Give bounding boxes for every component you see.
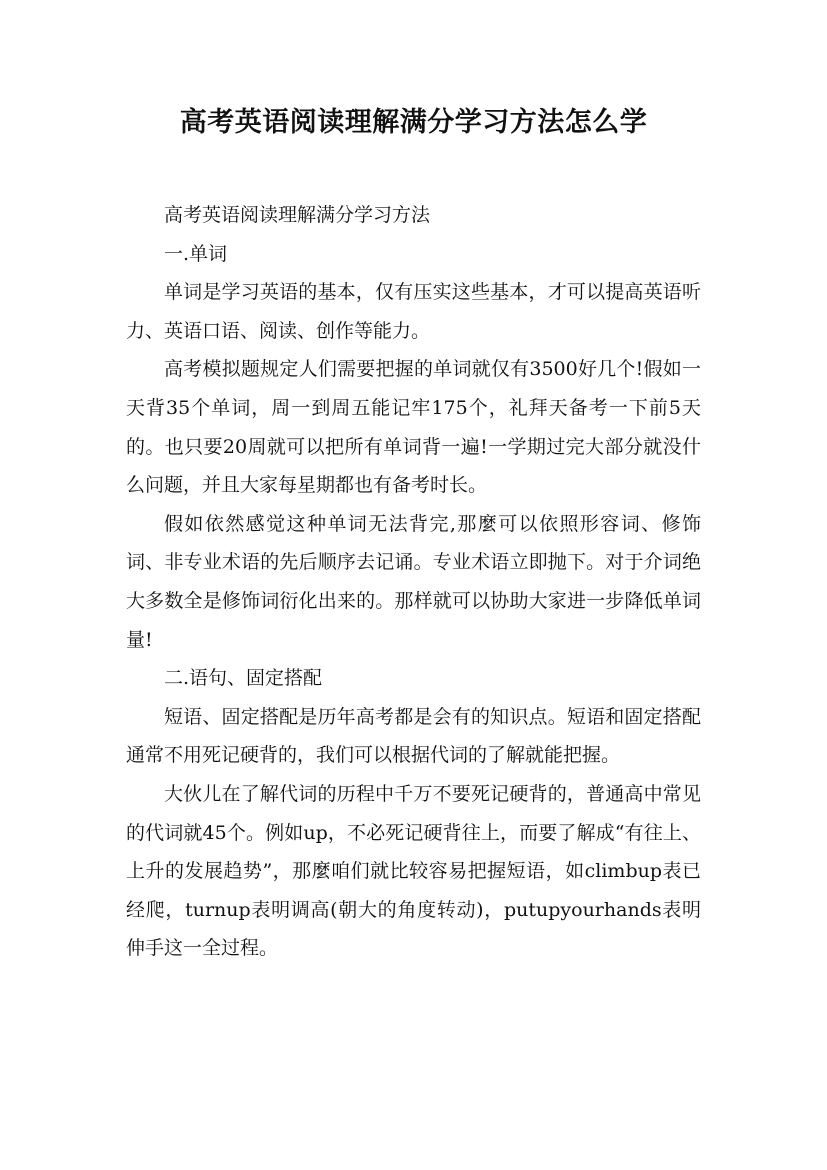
document-body <box>126 196 701 968</box>
paragraph: 假如依然感觉这种单词无法背完,那麼可以依照形容词、修饰词、非专业术语的先后顺序去记诵。专业术语立即抛下。对于介词绝大多数全是修饰词衍化出来的。那样就可以协助大家进一步降低单词量! <box>126 512 701 651</box>
section-heading-phrases: 二.语句、固定搭配 <box>164 667 323 690</box>
paragraph: 大伙儿在了解代词的历程中千万不要死记硬背的，普通高中常见的代词就45个。例如up，不必死记硬背往上，而要了解成“有往上、上升的发展趋势”，那麼咱们就比较容易把握短语，如climbup表已经爬，turnup表明调高(朝大的角度转动)，putupyourhands表明伸手这一全过程。 <box>126 782 701 960</box>
document-title: 高考英语阅读理解满分学习方法怎么学 <box>179 107 648 138</box>
paragraph: 短语、固定搭配是历年高考都是会有的知识点。短语和固定搭配通常不用死记硬背的，我们可以根据代词的了解就能把握。 <box>126 705 701 767</box>
paragraph: 单词是学习英语的基本，仅有压实这些基本，才可以提高英语听力、英语口语、阅读、创作等能力。 <box>126 281 701 342</box>
paragraph: 高考模拟题规定人们需要把握的单词就仅有3500好几个!假如一天背35个单词，周一到周五能记牢175个，礼拜天备考一下前5天的。也只要20周就可以把所有单词背一遍!一学期过完大部分就没什么问题，并且大家每星期都也有备考时长。 <box>126 358 701 497</box>
section-heading-words: 一.单词 <box>164 242 228 265</box>
paragraph-subtitle: 高考英语阅读理解满分学习方法 <box>164 204 431 226</box>
